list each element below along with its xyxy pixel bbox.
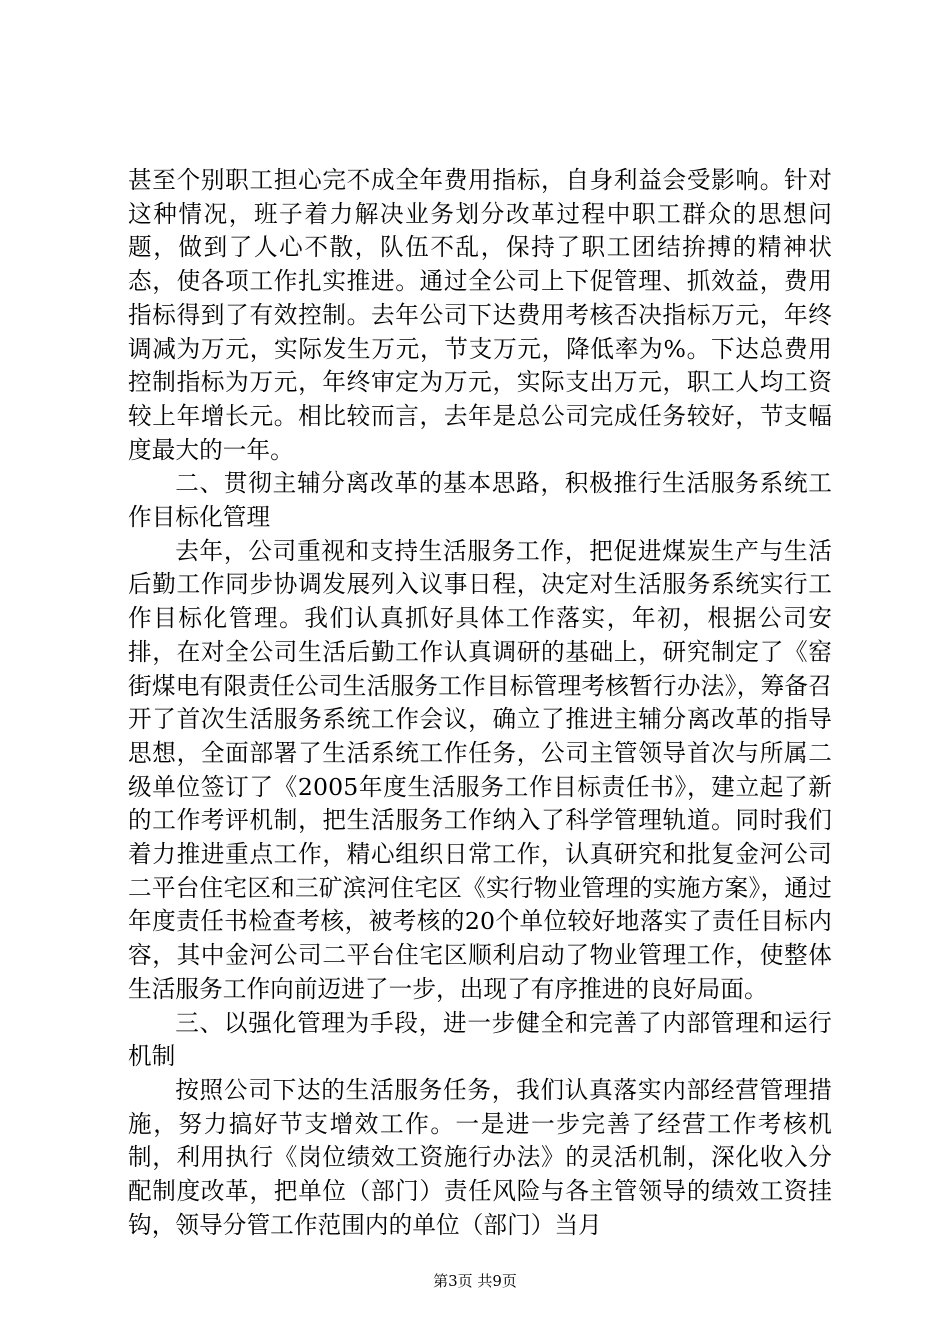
paragraph-section-2: 去年，公司重视和支持生活服务工作，把促进煤炭生产与生活后勤工作同步协调发展列入议事日程，决定对生活服务系统实行工作目标化管理。我们认真抓好具体工作落实，年初，根据公司安排，在对全公司生活后勤工作认真调研的基础上，研究制定了《窑街煤电有限责任公司生活服务工作目标管理考核暂行办法》，筹备召开了首次生活服务系统工作会议，确立了推进主辅分离改革的指导思想，全面部署了生活系统工作任务，公司主管领导首次与所属二级单位签订了《2005年度生活服务工作目标责任书》，建立起了新的工作考评机制，把生活服务工作纳入了科学管理轨道。同时我们着力推进重点工作，精心组织日常工作，认真研究和批复金河公司二平台住宅区和三矿滨河住宅区《实行物业管理的实施方案》，通过年度责任书检查考核，被考核的20个单位较好地落实了责任目标内容，其中金河公司二平台住宅区顺利启动了物业管理工作，使整体生活服务工作向前迈进了一步，出现了有序推进的良好局面。 — [128, 536, 832, 1003]
section-heading-3: 三、以强化管理为手段，进一步健全和完善了内部管理和运行机制 — [128, 1008, 832, 1071]
paragraph-section-3: 按照公司下达的生活服务任务，我们认真落实内部经营管理措施，努力搞好节支增效工作。一是进一步完善了经营工作考核机制，利用执行《岗位绩效工资施行办法》的灵活机制，深化收入分配制度改革，把单位（部门）责任风险与各主管领导的绩效工资挂钩，领导分管工作范围内的单位（部门）当月 — [128, 1075, 832, 1239]
document-body — [128, 164, 832, 1243]
paragraph-continued: 甚至个别职工担心完不成全年费用指标，自身利益会受影响。针对这种情况，班子着力解决业务划分改革过程中职工群众的思想问题，做到了人心不散，队伍不乱，保持了职工团结拚搏的精神状态，使各项工作扎实推进。通过全公司上下促管理、抓效益，费用指标得到了有效控制。去年公司下达费用考核否决指标万元，年终调减为万元，实际发生万元，节支万元，降低率为%。下达总费用控制指标为万元，年终审定为万元，实际支出万元，职工人均工资较上年增长元。相比较而言，去年是总公司完成任务较好，节支幅度最大的一年。 — [128, 166, 832, 464]
section-heading-2: 二、贯彻主辅分离改革的基本思路，积极推行生活服务系统工作目标化管理 — [128, 469, 832, 532]
page-footer: 第3页 共9页 — [433, 1272, 517, 1290]
